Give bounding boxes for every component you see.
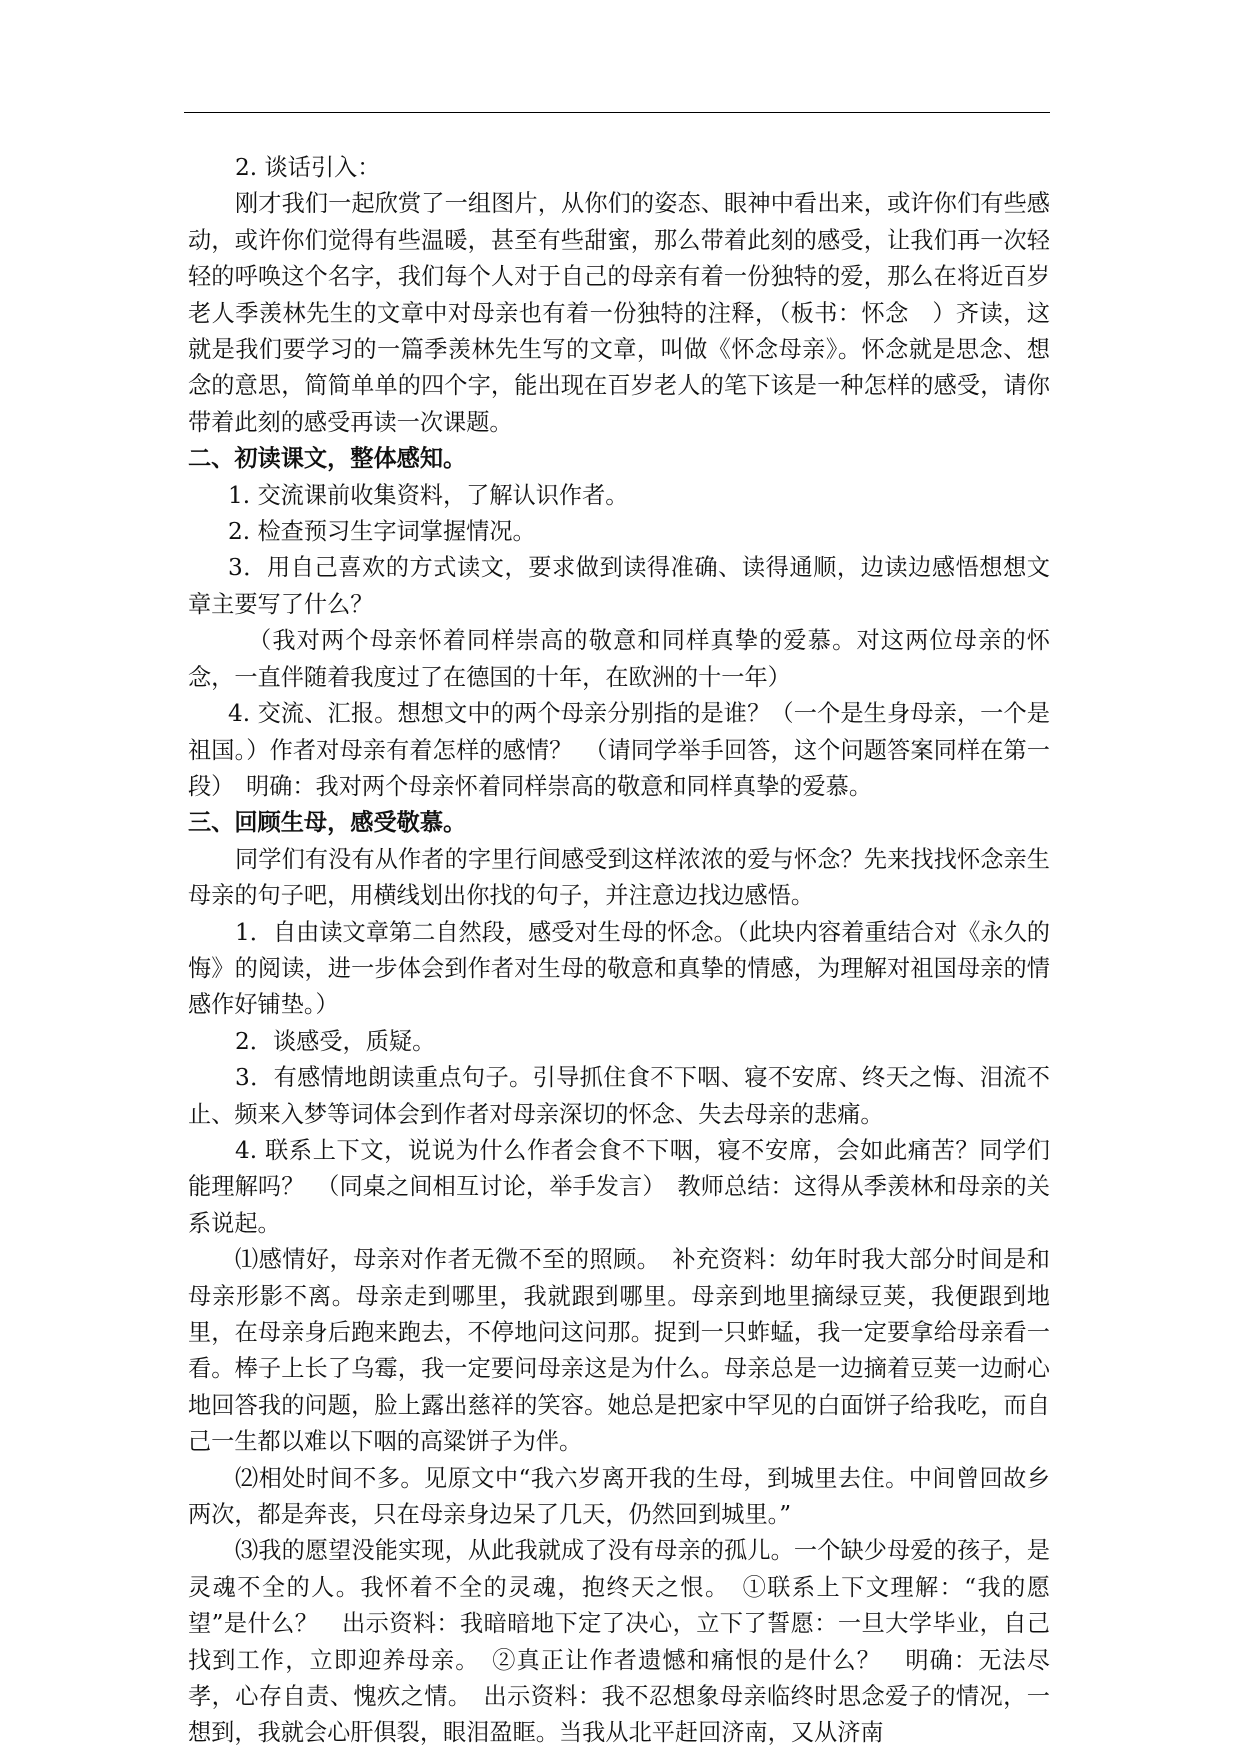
document-body xyxy=(188,150,1050,1752)
paragraph-step-3: 3．用自己喜欢的方式读文，要求做到读得准确、读得通顺，边读边感悟想想文章主要写了什么？ xyxy=(188,554,1050,618)
header-rule xyxy=(184,112,1050,113)
paragraph-s3-step-2: 2．谈感受，质疑。 xyxy=(235,1027,436,1055)
section-heading-2: 二、初读课文，整体感知。 xyxy=(188,445,467,473)
section-heading-3: 三、回顾生母，感受敬慕。 xyxy=(188,809,467,837)
paragraph-step-2: 2. 检查预习生字词掌握情况。 xyxy=(228,518,536,546)
paragraph-talk-intro: 2. 谈话引入： xyxy=(235,154,381,181)
paragraph-step-4: 4. 交流、汇报。想想文中的两个母亲分别指的是谁？（一个是生身母亲，一个是祖国。）作者对母亲有着怎样的感情？ （请同学举手回答，这个问题答案同样在第一段） 明确：我对两个母亲怀着同样崇高的敬意和同样真挚的爱慕。 xyxy=(188,700,1050,800)
paragraph-s3-step-1: 1．自由读文章第二自然段，感受对生母的怀念。（此块内容着重结合对《永久的悔》的阅读，进一步体会到作者对生母的敬意和真挚的情感，为理解对祖国母亲的情感作好铺垫。） xyxy=(188,918,1050,1019)
paragraph-point-3: ⑶我的愿望没能实现，从此我就成了没有母亲的孤儿。一个缺少母爱的孩子，是灵魂不全的人。我怀着不全的灵魂，抱终天之恨。 ①联系上下文理解：“我的愿望”是什么？ 出示资料：我暗暗地下定了决心，立下了誓愿：一旦大学毕业，自己找到工作，立即迎养母亲。 ②真正让作者遗憾和痛恨的是什么？ 明确：无法尽孝，心存自责、愧疚之情。 出示资料：我不忍想象母亲临终时思念爱子的情况，一想到，我就会心肝俱裂，眼泪盈眶。当我从北平赶回济南，又从济南 xyxy=(188,1537,1050,1747)
paragraph-point-2: ⑵相处时间不多。见原文中“我六岁离开我的生母，到城里去住。中间曾回故乡两次，都是奔丧，只在母亲身边呆了几天，仍然回到城里。” xyxy=(188,1464,1050,1529)
paragraph-intro-body: 刚才我们一起欣赏了一组图片，从你们的姿态、眼神中看出来，或许你们有些感动，或许你们觉得有些温暖，甚至有些甜蜜，那么带着此刻的感受，让我们再一次轻轻的呼唤这个名字，我们每个人对于自己的母亲有着一份独特的爱，那么在将近百岁老人季羡林先生的文章中对母亲也有着一份独特的注释，（板书：怀念 ）齐读，这就是我们要学习的一篇季羡林先生写的文章，叫做《怀念母亲》。怀念就是思念、想念的意思，简简单单的四个字，能出现在百岁老人的笔下该是一种怎样的感受，请你带着此刻的感受再读一次课题。 xyxy=(188,190,1050,436)
paragraph-quote: （我对两个母亲怀着同样崇高的敬意和同样真挚的爱慕。对这两位母亲的怀念，一直伴随着我度过了在德国的十年，在欧洲的十一年） xyxy=(188,627,1050,691)
paragraph-step-1: 1. 交流课前收集资料，了解认识作者。 xyxy=(228,481,629,509)
paragraph-s3-step-4: 4. 联系上下文，说说为什么作者会食不下咽，寝不安席，会如此痛苦？同学们能理解吗？ （同桌之间相互讨论，举手发言） 教师总结：这得从季羡林和母亲的关系说起。 xyxy=(188,1136,1050,1237)
paragraph-point-1: ⑴感情好，母亲对作者无微不至的照顾。 补充资料：幼年时我大部分时间是和母亲形影不离。母亲走到哪里，我就跟到哪里。母亲到地里摘绿豆荚，我便跟到地里，在母亲身后跑来跑去，不停地问这问那。捉到一只蚱蜢，我一定要拿给母亲看一看。棒子上长了乌霉，我一定要问母亲这是为什么。母亲总是一边摘着豆荚一边耐心地回答我的问题，脸上露出慈祥的笑容。她总是把家中罕见的白面饼子给我吃，而自己一生都以难以下咽的高粱饼子为伴。 xyxy=(188,1246,1050,1456)
paragraph-section3-intro: 同学们有没有从作者的字里行间感受到这样浓浓的爱与怀念？先来找找怀念亲生母亲的句子吧，用横线划出你找的句子，并注意边找边感悟。 xyxy=(188,845,1050,910)
paragraph-s3-step-3: 3．有感情地朗读重点句子。引导抓住食不下咽、寝不安席、终天之悔、泪流不止、频来入梦等词体会到作者对母亲深切的怀念、失去母亲的悲痛。 xyxy=(188,1064,1050,1128)
